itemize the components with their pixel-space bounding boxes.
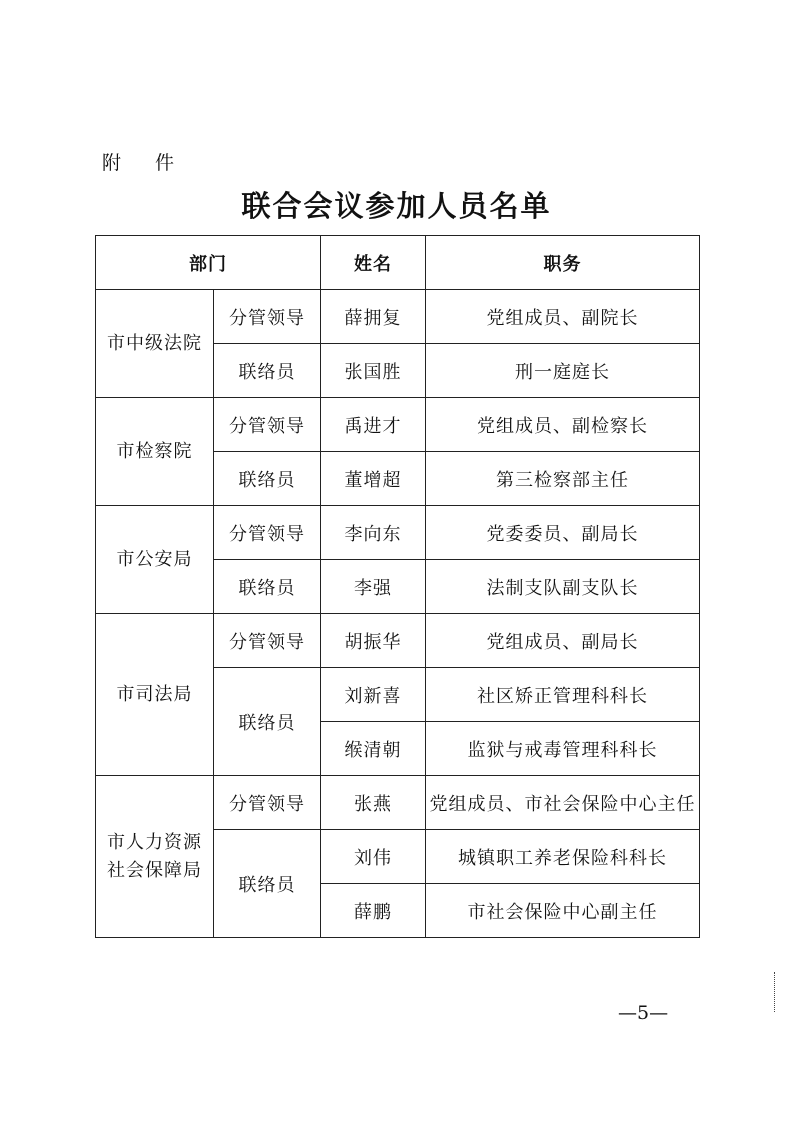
table-header-row <box>96 236 700 290</box>
name-cell: 张燕 <box>321 776 426 830</box>
dept-cell: 市检察院 <box>96 398 214 506</box>
table-row <box>96 506 700 560</box>
table-row <box>96 398 700 452</box>
duty-cell: 党组成员、副检察长 <box>426 398 700 452</box>
duty-cell: 党委委员、副局长 <box>426 506 700 560</box>
margin-mark <box>774 972 778 1012</box>
role-cell: 分管领导 <box>214 776 321 830</box>
table-row <box>96 776 700 830</box>
dept-cell: 市中级法院 <box>96 290 214 398</box>
role-cell: 联络员 <box>214 452 321 506</box>
name-cell: 李强 <box>321 560 426 614</box>
header-duty: 职务 <box>426 236 700 290</box>
table-row <box>96 614 700 668</box>
header-dept: 部门 <box>96 236 321 290</box>
name-cell: 李向东 <box>321 506 426 560</box>
role-cell: 分管领导 <box>214 614 321 668</box>
duty-cell: 市社会保险中心副主任 <box>426 884 700 938</box>
table-row <box>96 290 700 344</box>
role-cell: 分管领导 <box>214 398 321 452</box>
header-name: 姓名 <box>321 236 426 290</box>
name-cell: 禹进才 <box>321 398 426 452</box>
dept-cell: 市公安局 <box>96 506 214 614</box>
role-cell: 分管领导 <box>214 506 321 560</box>
name-cell: 刘新喜 <box>321 668 426 722</box>
name-cell: 薛拥复 <box>321 290 426 344</box>
role-cell: 联络员 <box>214 830 321 938</box>
attendee-table <box>95 235 700 938</box>
role-cell: 联络员 <box>214 560 321 614</box>
name-cell: 缑清朝 <box>321 722 426 776</box>
dept-line: 社会保障局 <box>107 859 202 881</box>
name-cell: 张国胜 <box>321 344 426 398</box>
duty-cell: 社区矫正管理科科长 <box>426 668 700 722</box>
duty-cell: 党组成员、副院长 <box>426 290 700 344</box>
dept-line: 市人力资源 <box>107 831 202 853</box>
duty-cell: 党组成员、副局长 <box>426 614 700 668</box>
role-cell: 联络员 <box>214 344 321 398</box>
role-cell: 分管领导 <box>214 290 321 344</box>
page-number: —5— <box>618 1002 669 1024</box>
duty-cell: 城镇职工养老保险科科长 <box>426 830 700 884</box>
name-cell: 董增超 <box>321 452 426 506</box>
attachment-label: 附 件 <box>102 152 189 174</box>
page-title: 联合会议参加人员名单 <box>241 189 552 223</box>
duty-cell: 监狱与戒毒管理科科长 <box>426 722 700 776</box>
dept-cell <box>96 776 214 938</box>
name-cell: 刘伟 <box>321 830 426 884</box>
duty-cell: 党组成员、市社会保险中心主任 <box>426 776 700 830</box>
role-cell: 联络员 <box>214 668 321 776</box>
name-cell: 薛鹏 <box>321 884 426 938</box>
duty-cell: 刑一庭庭长 <box>426 344 700 398</box>
duty-cell: 法制支队副支队长 <box>426 560 700 614</box>
dept-cell: 市司法局 <box>96 614 214 776</box>
name-cell: 胡振华 <box>321 614 426 668</box>
duty-cell: 第三检察部主任 <box>426 452 700 506</box>
